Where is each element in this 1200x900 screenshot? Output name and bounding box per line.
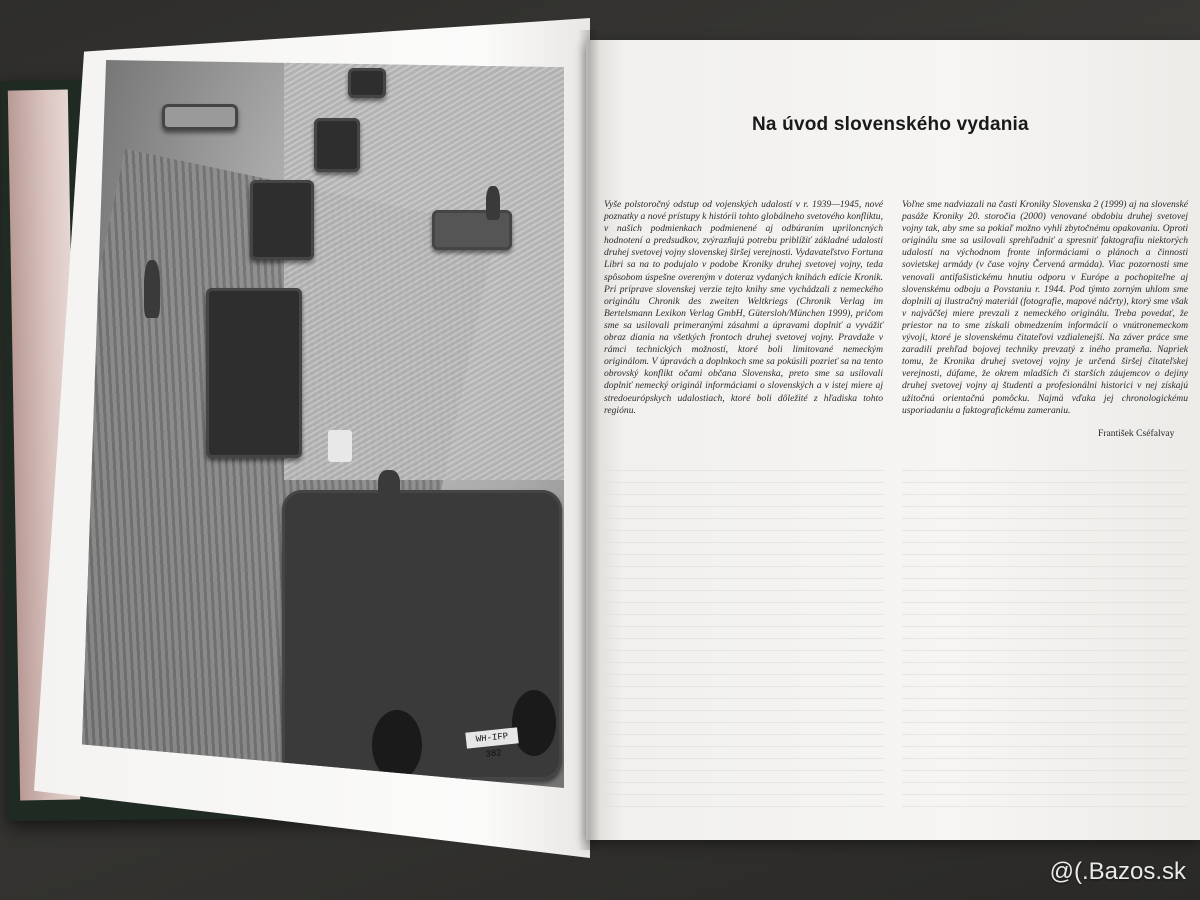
motorcycle [432, 210, 512, 250]
text-column-left: Vyše polstoročný odstup od vojenských udalostí v r. 1939—1945, nové poznatky a nové prístupy k histórii tohto globálneho svetového konfliktu, v našich podmienkach podmienené aj odbúraním upriloncných hodnotení a predsudkov, zvýrazňujú potrebu priblížiť základné udalosti druhej svetovej vojny slovenskej širšej verejnosti. Vydavateľstvo Fortuna Libri sa na to podujalo v podobe Kroniky druhej svetovej vojny, teda spôsobom úspešne overeným v doteraz vydaných knihách edície Kronik. Pri príprave slovenskej verzie tejto knihy sme vychádzali z nemeckého originálu Chronik des zweiten Weltkriegs (Chronik Verlag im Bertelsmann Lexikon Verlag GmbH, Gütersloh/München 1999), pričom sme sa usilovali primeranými zásahmi a úpravami doplniť a vyvážiť obraz diania na všetkých frontoch druhej svetovej vojny. Pravdaže v rámci technických možností, ktoré boli limitované nemeckým originálom. V úpravách a doplnkoch sme sa pokúsili pozrieť sa na tento obrovský konflikt očami občana Slovenska, preto sme sa usilovali doplniť nemecký originál informáciami o slovenských a v istej miere aj stredoeurópskych udalostiach, ktoré boli dôležité z hľadiska tohto regiónu. [604, 199, 883, 416]
wheel [372, 710, 422, 780]
soldier [378, 470, 400, 500]
book-gutter [578, 30, 600, 850]
vehicle [206, 288, 302, 458]
soldier [144, 260, 160, 318]
pennant-flag [328, 430, 352, 462]
page-title: Na úvod slovenského vydania [752, 114, 1029, 135]
show-through-text [902, 470, 1188, 810]
convoy-photo [82, 60, 564, 788]
author-signature: František Cséfalvay [1098, 428, 1175, 439]
vehicle [314, 118, 360, 172]
show-through-text [604, 470, 884, 810]
soldier [336, 500, 358, 530]
soldier [486, 186, 500, 220]
vehicle [348, 68, 386, 98]
license-plate: WH-IFP 382 [465, 727, 518, 748]
text-column-right: Voľne sme nadviazali na časti Kroniky Slovenska 2 (1999) aj na slovenské pasáže Kroniky 20. storočia (2000) venované obdobiu druhej svetovej vojny tak, aby sme sa pokiaľ možno vyhli zbytočnému opakovaniu. Oproti originálu sme sa usilovali sprehľadniť a spresniť faktografiu niektorých udalostí na východnom fronte informáciami o plánoch a činnosti sovietskej armády (v čase vojny Červená armáda). Viac pozornosti sme venovali antifašistickému hnutiu odporu v Európe a pochopiteľne aj slovenskému odboju a Povstaniu r. 1944. Pod týmto zorným uhlom sme doplnili aj ilustračný materiál (fotografie, mapové náčrty), ktorý sme však v najväčšej miere prevzali z nemeckého originálu. Treba povedať, že priestor na to sme získali obmedzením informácií o vnútronemeckom vývoji, ktoré je slovenskému čitateľovi vzdialenejší. Na záver práce sme zaradili prehľad bojovej techniky prevzatý z iného prameňa. Napriek tomu, že Kronika druhej svetovej vojny je určená širšej čitateľskej verejnosti, dúfame, že okrem mladších či starších záujemcov o dejiny druhej svetovej vojny aj študenti a profesionálni historici v nej získajú užitočnú orientačnú pomôcku. Najmä vďaka jej chronologickému usporiadaniu a faktografickému zameraniu. [902, 199, 1188, 416]
vehicle [250, 180, 314, 260]
watermark: @(.Bazos.sk [1049, 858, 1186, 885]
vehicle [162, 104, 238, 130]
wheel [512, 690, 556, 756]
